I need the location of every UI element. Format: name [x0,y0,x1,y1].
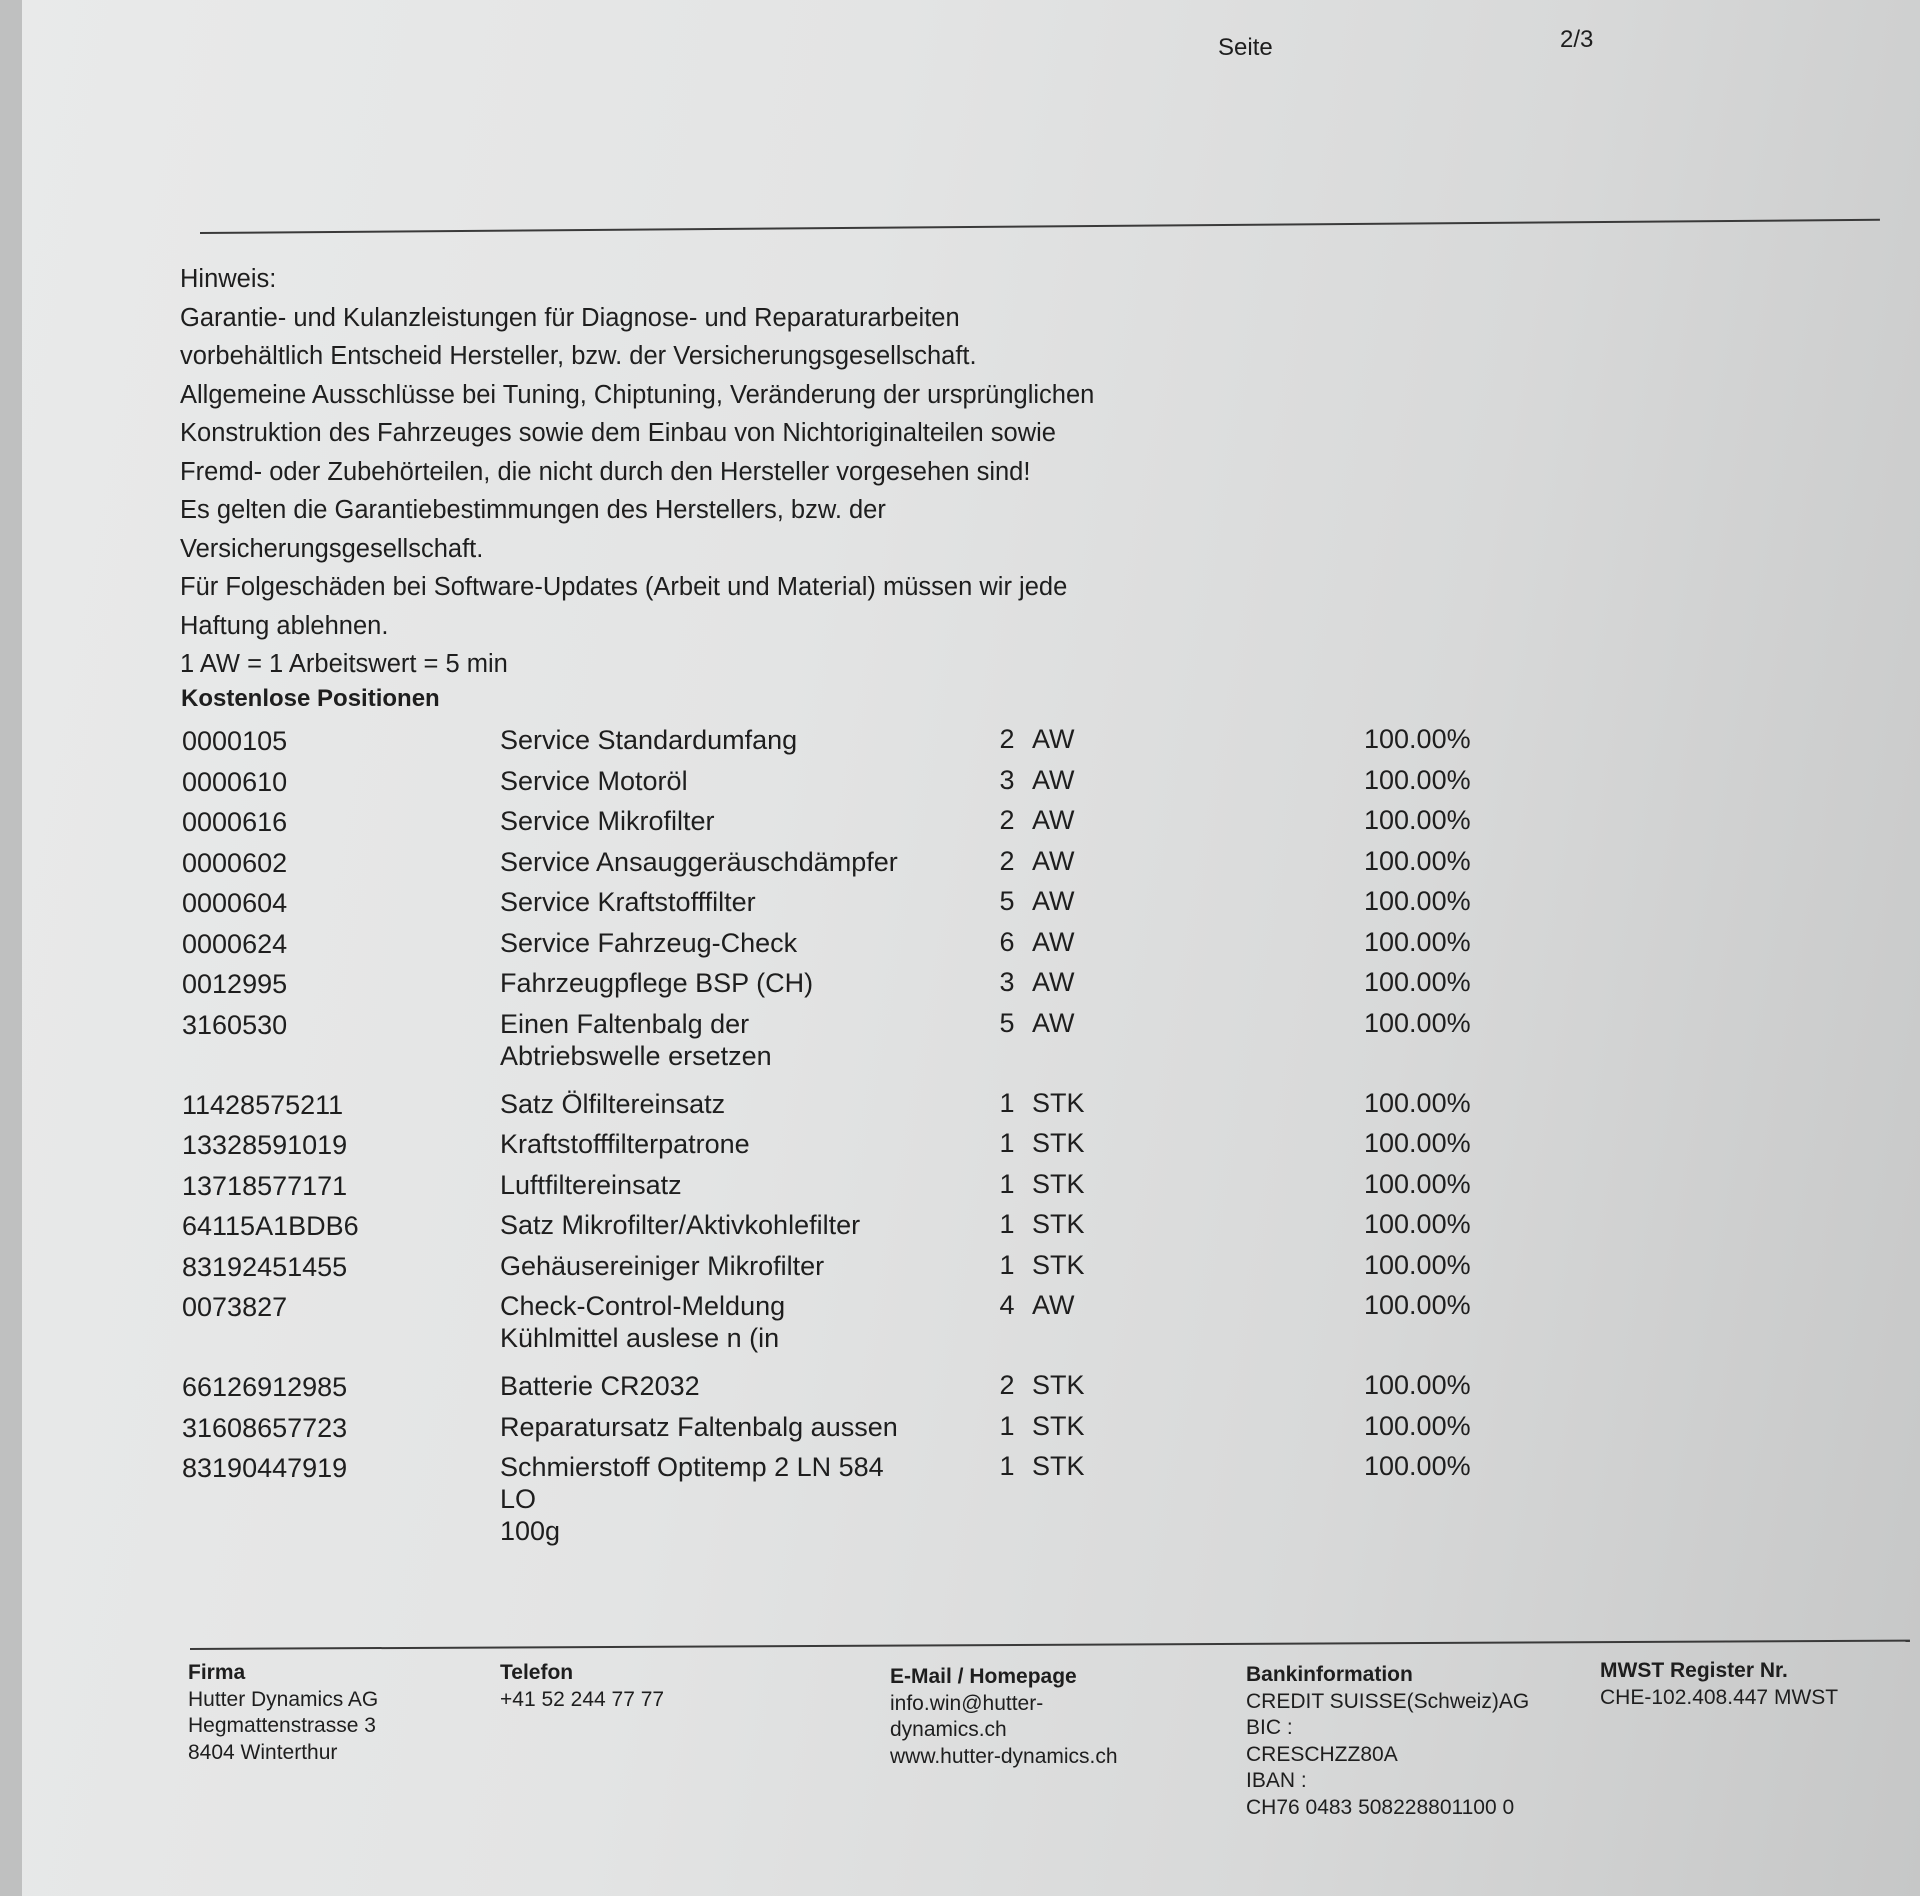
item-quantity: 1 [999,1451,1015,1481]
footer-email-head: E-Mail / Homepage [890,1665,1077,1688]
item-percentage: 100.00% [1364,1290,1471,1320]
table-row [182,886,1522,927]
item-quantity: 6 [999,926,1015,957]
item-description: Kraftstofffilterpatrone [500,1129,750,1159]
positions-title: Kostenlose Positionen [181,685,440,712]
item-quantity: 1 [999,1209,1015,1239]
item-description: Schmierstoff Optitemp 2 LN 584 LO 100g [500,1452,884,1546]
bank-name: CREDIT SUISSE(Schweiz)AG [1246,1689,1530,1713]
notice-line: Es gelten die Garantiebestimmungen des Herstellers, bzw. der [180,496,886,524]
item-quantity: 2 [999,805,1015,835]
item-code: 11428575211 [182,1089,344,1120]
item-percentage: 100.00% [1364,1370,1471,1400]
item-quantity: 2 [999,724,1015,754]
table-row [182,1008,1522,1088]
item-code: 0000624 [182,928,288,959]
item-description: Batterie CR2032 [500,1371,700,1401]
item-code: 13328591019 [182,1130,348,1160]
notice-block [180,260,1180,684]
footer-email [890,1664,1118,1770]
item-quantity: 1 [999,1128,1015,1158]
item-unit: AW [1032,764,1075,795]
item-percentage: 100.00% [1364,1007,1471,1038]
homepage-link: www.hutter-dynamics.ch [890,1744,1118,1768]
item-percentage: 100.00% [1364,1451,1471,1481]
item-code: 66126912985 [182,1372,348,1402]
item-code: 0000616 [182,807,288,837]
item-unit: STK [1032,1410,1085,1441]
item-unit: STK [1032,1209,1085,1239]
notice-line: 1 AW = 1 Arbeitswert = 5 min [180,650,508,678]
table-row [182,805,1522,846]
table-row [182,927,1522,968]
notice-line: Garantie- und Kulanzleistungen für Diagnose- und Reparaturarbeiten [180,303,960,332]
item-description: Service Fahrzeug-Check [500,927,798,958]
item-quantity: 5 [999,1007,1015,1038]
item-description: Check-Control-Meldung Kühlmittel auslese n (in [500,1291,786,1353]
item-quantity: 5 [999,886,1015,916]
table-row [182,1250,1522,1291]
item-unit: AW [1032,805,1075,835]
item-percentage: 100.00% [1364,1087,1471,1118]
table-row [182,1370,1522,1411]
item-unit: AW [1032,1007,1075,1038]
item-unit: AW [1032,967,1075,997]
footer-bank [1246,1662,1529,1821]
footer-mwst-head: MWST Register Nr. [1600,1659,1788,1682]
page-label: Seite [1218,34,1273,61]
item-code: 3160530 [182,1009,288,1040]
item-description: Service Mikrofilter [500,806,715,836]
item-unit: STK [1032,1128,1085,1158]
table-row [182,1411,1522,1452]
item-percentage: 100.00% [1364,845,1471,876]
email-line: info.win@hutter- [890,1691,1044,1715]
footer-mwst [1600,1658,1838,1711]
item-percentage: 100.00% [1364,1168,1471,1199]
vat-number: CHE-102.408.447 MWST [1600,1685,1839,1709]
item-percentage: 100.00% [1364,764,1471,795]
item-code: 64115A1BDB6 [182,1211,359,1241]
notice-line: Konstruktion des Fahrzeuges sowie dem Einbau von Nichtoriginalteilen sowie [180,419,1056,447]
notice-line: vorbehältlich Entscheid Hersteller, bzw. der Versicherungsgesellschaft. [180,342,977,370]
item-quantity: 2 [999,845,1015,876]
company-name: Hutter Dynamics AG [188,1687,379,1711]
positions-table [182,724,1522,1545]
item-code: 0000602 [182,847,288,878]
page-number: 2/3 [1560,26,1594,53]
table-row [182,765,1522,806]
item-percentage: 100.00% [1364,967,1471,997]
phone-number: +41 52 244 77 77 [500,1687,665,1711]
table-row [182,1088,1522,1129]
company-city: 8404 Winterthur [188,1740,338,1764]
footer-firma-head: Firma [188,1661,246,1684]
item-code: 31608657723 [182,1412,348,1443]
item-quantity: 1 [999,1249,1015,1280]
item-unit: AW [1032,926,1075,957]
footer-firma [188,1660,378,1766]
item-code: 0012995 [182,969,288,999]
item-percentage: 100.00% [1364,886,1471,916]
table-row [182,1169,1522,1210]
item-code: 0000604 [182,888,288,918]
item-quantity: 3 [999,764,1015,795]
notice-line: Versicherungsgesellschaft. [180,534,484,563]
item-quantity: 2 [999,1370,1015,1400]
item-percentage: 100.00% [1364,1128,1471,1158]
footer-telefon [500,1660,664,1713]
item-description: Service Kraftstofffilter [500,887,756,917]
item-percentage: 100.00% [1364,1209,1471,1239]
item-unit: STK [1032,1087,1085,1118]
bic-label: BIC : [1246,1716,1293,1739]
item-description: Einen Faltenbalg der Abtriebswelle ersetzen [500,1008,772,1071]
footer-divider [190,1640,1910,1650]
item-description: Satz Mikrofilter/Aktivkohlefilter [500,1210,861,1240]
item-description: Fahrzeugpflege BSP (CH) [500,968,814,998]
table-row [182,1290,1522,1370]
item-unit: STK [1032,1249,1085,1280]
footer-bank-head: Bankinformation [1246,1663,1413,1686]
item-unit: STK [1032,1370,1085,1400]
bic-value: CRESCHZZ80A [1246,1742,1398,1766]
item-code: 0000610 [182,766,288,797]
item-description: Service Standardumfang [500,725,798,755]
email-line: dynamics.ch [890,1718,1007,1741]
table-row [182,724,1522,765]
notice-line: Allgemeine Ausschlüsse bei Tuning, Chiptuning, Veränderung der ursprünglichen [180,380,1095,409]
item-percentage: 100.00% [1364,724,1471,754]
table-row [182,967,1522,1008]
iban-value: CH76 0483 508228801100 0 [1246,1795,1515,1819]
item-unit: STK [1032,1168,1085,1199]
table-row [182,1451,1522,1545]
item-unit: AW [1032,724,1075,754]
item-unit: AW [1032,1290,1075,1320]
notice-line: Für Folgeschäden bei Software-Updates (Arbeit und Material) müssen wir jede [180,573,1068,601]
item-quantity: 1 [999,1087,1015,1118]
item-description: Service Motoröl [500,765,688,796]
item-description: Satz Ölfiltereinsatz [500,1088,726,1119]
item-description: Reparatursatz Faltenbalg aussen [500,1411,898,1442]
item-unit: AW [1032,886,1075,916]
item-code: 0073827 [182,1292,288,1322]
item-percentage: 100.00% [1364,1410,1471,1441]
item-code: 13718577171 [182,1170,348,1201]
notice-title: Hinweis: [180,265,277,293]
item-unit: STK [1032,1451,1085,1481]
item-quantity: 3 [999,967,1015,997]
item-quantity: 1 [999,1410,1015,1441]
iban-label: IBAN : [1246,1769,1307,1792]
item-code: 83190447919 [182,1453,348,1483]
top-divider [200,219,1880,234]
item-code: 0000105 [182,726,288,756]
item-percentage: 100.00% [1364,1249,1471,1280]
notice-line: Fremd- oder Zubehörteilen, die nicht durch den Hersteller vorgesehen sind! [180,457,1031,486]
item-quantity: 1 [999,1168,1015,1199]
table-row [182,1209,1522,1250]
notice-line: Haftung ablehnen. [180,611,389,640]
item-description: Gehäusereiniger Mikrofilter [500,1250,825,1281]
company-street: Hegmattenstrasse 3 [188,1714,376,1737]
item-description: Luftfiltereinsatz [500,1169,682,1200]
item-unit: AW [1032,845,1075,876]
item-code: 83192451455 [182,1251,348,1282]
item-percentage: 100.00% [1364,926,1471,957]
table-row [182,846,1522,887]
item-description: Service Ansauggeräuschdämpfer [500,846,898,877]
footer-telefon-head: Telefon [500,1661,574,1684]
item-quantity: 4 [999,1290,1015,1320]
table-row [182,1128,1522,1169]
item-percentage: 100.00% [1364,805,1471,835]
